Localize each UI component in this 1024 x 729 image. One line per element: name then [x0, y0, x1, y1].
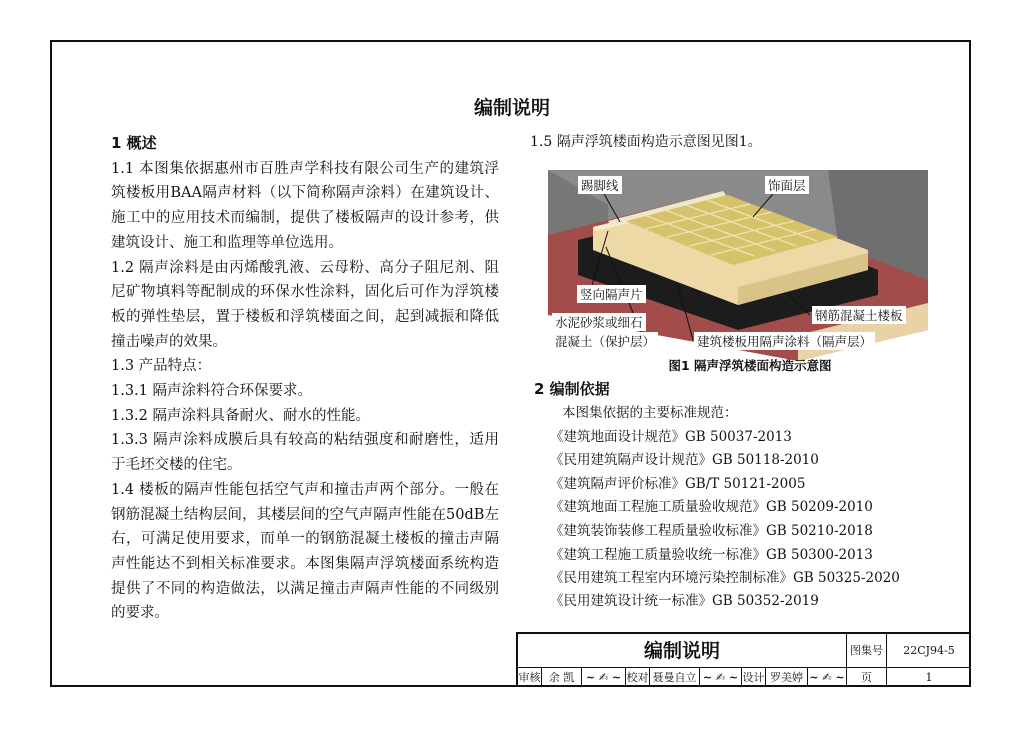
reference-item: 《民用建筑设计统一标准》GB 50352-2019 [550, 593, 819, 610]
label-vertical-strip: 竖向隔声片 [577, 285, 646, 303]
checker-signature: ~ ✍ ~ [700, 668, 742, 687]
label-skirting: 踢脚线 [578, 176, 622, 194]
reference-item: 《民用建筑工程室内环境污染控制标准》GB 50325-2020 [550, 570, 900, 587]
designer-name: 罗美婷 [766, 668, 808, 687]
figure-caption: 图1 隔声浮筑楼面构造示意图 [668, 358, 832, 373]
paragraph-1-2: 1.2 隔声涂料是由丙烯酸乳液、云母粉、高分子阻尼剂、阻尼矿物填料等配制成的环保水性涂料，固化后可作为浮筑楼板的弹性垫层，置于楼板和浮筑楼面之间，起到减振和降低撞击噪声的效果。 [111, 259, 499, 350]
reference-item: 《建筑地面工程施工质量验收规范》GB 50209-2010 [550, 499, 873, 516]
reference-item: 《建筑地面设计规范》GB 50037-2013 [550, 428, 792, 445]
atlas-no: 22CJ94-5 [887, 634, 971, 668]
section-overview [111, 131, 499, 626]
section2-heading: 2 编制依据 [534, 380, 610, 398]
reference-list [550, 402, 930, 614]
label-mortar-line1: 水泥砂浆或细石 [552, 313, 646, 331]
check-label: 校对 [626, 668, 650, 687]
reviewer-signature: ~ ✍ ~ [582, 668, 626, 687]
reference-item: 《建筑工程施工质量验收统一标准》GB 50300-2013 [550, 546, 873, 563]
reference-item: 《民用建筑隔声设计规范》GB 50118-2010 [550, 452, 819, 469]
paragraph-1-3-1: 1.3.1 隔声涂料符合环保要求。 [111, 383, 313, 400]
reviewer-name: 余 凯 [542, 668, 582, 687]
label-slab: 钢筋混凝土楼板 [812, 306, 906, 324]
label-mortar-line2: 混凝土（保护层） [552, 332, 658, 350]
paragraph-1-3-3: 1.3.3 隔声涂料成膜后具有较高的粘结强度和耐磨性，适用于毛坯交楼的住宅。 [111, 432, 499, 474]
paragraph-1-4: 1.4 楼板的隔声性能包括空气声和撞击声两个部分。一般在钢筋混凝土结构层间，其楼层间的空气声隔声性能在50dB左右，可满足使用要求，而单一的钢筋混凝土楼板的撞击声隔声性能达不到相关标准要求。本图集隔声浮筑楼面系统构造提供了不同的构造做法，以满足撞击声隔声性能的不同级别的要求。 [111, 481, 499, 622]
page-number: 1 [925, 671, 933, 684]
page-title: 编制说明 [473, 97, 550, 119]
reference-intro: 本图集依据的主要标准规范： [562, 405, 738, 421]
paragraph-1-3: 1.3 产品特点： [111, 358, 212, 375]
atlas-no-label: 图集号 [847, 634, 887, 668]
signature-row [518, 668, 971, 687]
title-block-title: 编制说明 [518, 634, 847, 668]
designer-signature: ~ ✍ ~ [808, 668, 847, 687]
page-label: 页 [847, 668, 887, 687]
label-coating: 建筑楼板用隔声涂料（隔声层） [694, 332, 875, 350]
paragraph-1-3-2: 1.3.2 隔声涂料具备耐火、耐水的性能。 [111, 407, 371, 424]
label-finish: 饰面层 [765, 176, 809, 194]
title-block [516, 632, 971, 687]
paragraph-1-1: 1.1 本图集依据惠州市百胜声学科技有限公司生产的建筑浮筑楼板用BAA隔声材料（以下简称隔声涂料）在建筑设计、施工中的应用技术而编制，提供了楼板隔声的设计参考，供建筑设计、施工和监理等单位选用。 [111, 160, 499, 251]
review-label: 审核 [518, 668, 542, 687]
item-1-5-text: 1.5 隔声浮筑楼面构造示意图见图1。 [530, 134, 762, 150]
item-1-5 [530, 131, 930, 153]
design-label: 设计 [742, 668, 766, 687]
reference-item: 《建筑装饰装修工程质量验收标准》GB 50210-2018 [550, 522, 873, 539]
section1-heading: 1 概述 [111, 134, 157, 152]
reference-item: 《建筑隔声评价标准》GB/T 50121-2005 [550, 475, 806, 492]
checker-name: 聂曼自立 [650, 668, 700, 687]
